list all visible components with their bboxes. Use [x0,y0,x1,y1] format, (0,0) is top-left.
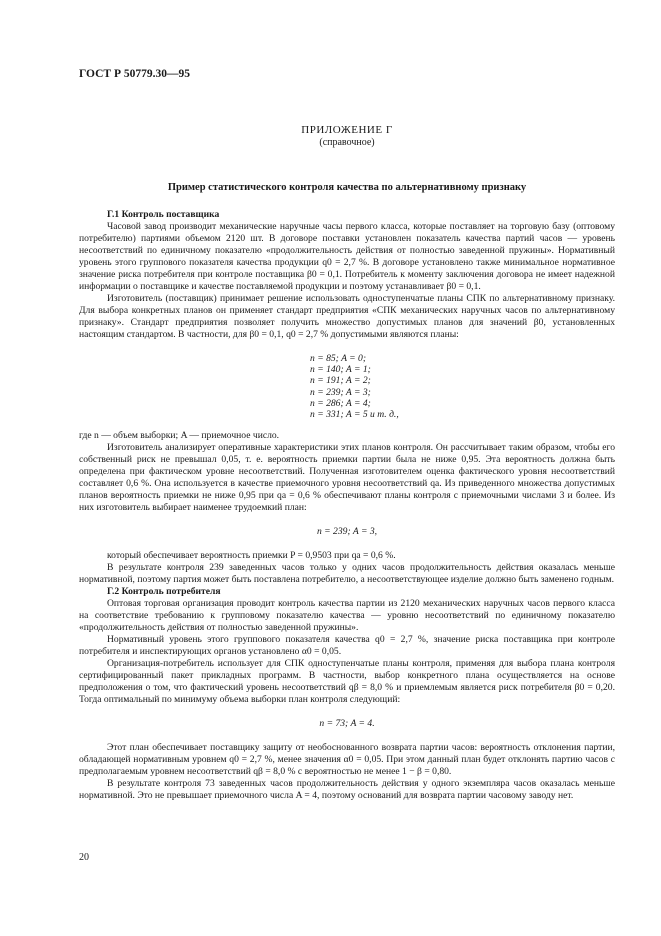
paragraph: Изготовитель (поставщик) принимает решение использовать одноступенчатые планы СПК по альтернативному признаку. Для выбора конкретных планов он применяет стандарт предприятия «СПК механических наручных часов по альтернативному признаку». Стандарт предприятия позволяет получить множество допустимых планов для значений β0, установленных настоящим стандартом. В частности, для β0 = 0,1, q0 = 2,7 % допустимыми являются планы: [79,293,615,340]
plan-item: n = 85; A = 0; [310,353,367,364]
section-heading-g2: Г.2 Контроль потребителя [107,586,221,598]
annex-title: ПРИЛОЖЕНИЕ Г [301,124,393,136]
formula: n = 239; A = 3, [316,526,378,538]
main-title: Пример статистического контроля качества по альтернативному признаку [167,182,527,193]
paragraph: который обеспечивает вероятность приемки P = 0,9503 при qа = 0,6 %. [107,550,396,562]
document-header: ГОСТ Р 50779.30—95 [79,68,190,80]
paragraph: Организация-потребитель использует для СПК одноступенчатые планы контроля, применяя для выбора плана контроля сертифицированный пакет прикладных программ. В частности, выбор конкретного плана осуществляется на основе предположения о том, что фактический уровень несоответствий qβ = 8,0 % и приемлемым является риск потребителя β0 = 0,20. Тогда оптимальный по минимуму объема выборки план контроля следующий: [79,658,615,706]
plans-list [310,353,615,420]
paragraph: В результате контроля 239 заведенных часов только у одних часов продолжительность действия оказалась меньше нормативной, поэтому партия может быть поставлена потребителю, а несоответствующее изделие должно быть заменено годным. [79,562,615,586]
paragraph: Нормативный уровень этого группового показателя качества q0 = 2,7 %, значение риска поставщика при контроле потребителя и инспектирующих органов установлено α0 = 0,05. [79,634,615,658]
paragraph: В результате контроля 73 заведенных часов продолжительность действия у одного экземпляра часов оказалась меньше нормативной. Это не превышает приемочного числа A = 4, поэтому оснований для возврата партии часовому заводу нет. [79,778,615,802]
plan-item: n = 140; A = 1; [310,364,371,376]
plan-item: n = 331; A = 5 и т. д., [310,409,399,421]
plan-item: n = 286; A = 4; [310,397,371,409]
annex-subtitle: (справочное) [319,137,375,148]
formula: n = 73; A = 4. [319,718,375,730]
plan-item: n = 191; A = 2; [310,375,371,387]
paragraph: где n — объем выборки; A — приемочное число. [79,430,280,442]
paragraph: Этот план обеспечивает поставщику защиту от необоснованного возврата партии часов: вероятность отклонения партии, обладающей нормативным уровнем q0 = 2,7 %, менее значения α0 = 0,05. При этом данный план будет отклонять партию часов с предполагаемым уровнем несоответствий qβ = 8,0 % с вероятностью не менее 1 − β = 0,80. [79,742,615,778]
paragraph: Часовой завод производит механические наручные часы первого класса, которые поставляет на торговую базу (оптовому потребителю) партиями объемом 2120 шт. В договоре поставки установлен показатель качества партий часов — уровень несоответствий по единичному показателю «продолжительность действия от полностью заведенной пружины». Нормативный уровень этого группового показателя качества продукции q0 = 2,7 %. В договоре установлено также минимальное нормативное значение риска потребителя при контроле поставщика β0 = 0,1. Потребитель к моменту заключения договора не имеет надежной информации о поставщике и качестве поставляемой продукции и поэтому устанавливает β0 = 0,1. [79,221,615,292]
paragraph: Изготовитель анализирует оперативные характеристики этих планов контроля. Он рассчитывает таким образом, чтобы его собственный риск не превышал 0,05, т. е. вероятность приемки партии была не ниже 0,95. Эта вероятность должна быть определена при фактическом уровне несоответствий. Полученная изготовителем оценка фактического уровня несоответствий составляет 0,6 %. Она используется в качестве приемочного уровня несоответствий qа. Из приведенного множества допустимых планов вероятность приемки не ниже 0,95 при qа = 0,6 % обеспечивают планы контроля с приемочными числами 3 и более. Из них изготовитель выбирает наименее трудоемкий план: [79,442,615,514]
plan-item: n = 239; A = 3; [310,386,371,398]
section-heading-g1: Г.1 Контроль поставщика [107,209,220,220]
page-number: 20 [79,852,89,863]
paragraph: Оптовая торговая организация проводит контроль качества партии из 2120 механических наручных часов первого класса на соответствие требованию к групповому показателю качества — уровню несоответствий по единичному показателю «продолжительность действия от полностью заведенной пружины». [79,598,615,634]
